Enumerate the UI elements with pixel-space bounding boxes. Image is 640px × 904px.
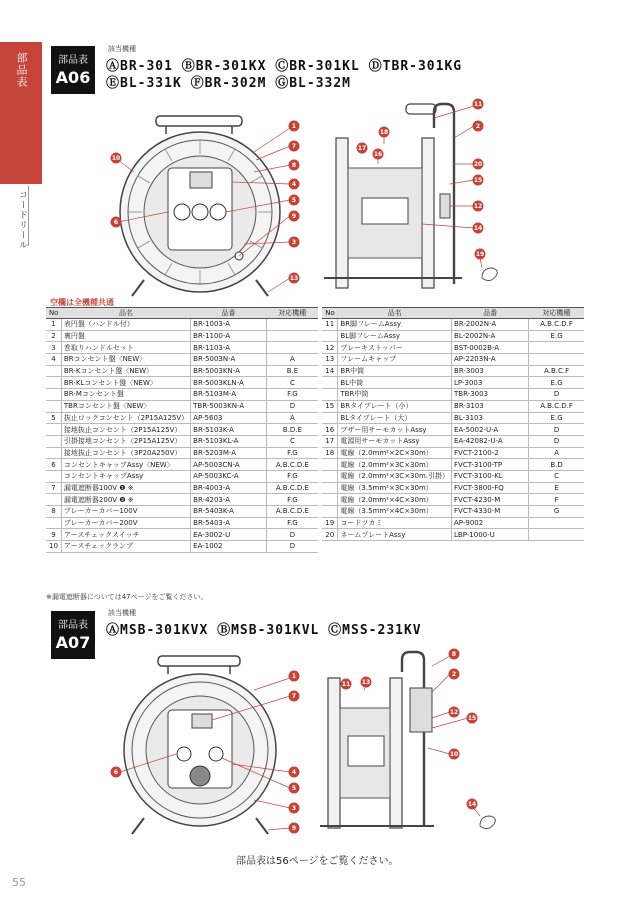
- table-row: [46, 330, 318, 342]
- side-tab-label: 部品表: [15, 52, 28, 88]
- callout-number: 20: [473, 161, 483, 169]
- table-row: [322, 424, 584, 436]
- col-part-header: 品番: [191, 308, 267, 319]
- cell-part: BR-5003KN-A: [191, 365, 267, 377]
- a06-label-code: A06: [55, 68, 91, 87]
- cell-part: FVCT-2100-2: [452, 447, 529, 459]
- a06-label-top: 部品表: [58, 55, 88, 66]
- cell-model: A: [266, 354, 318, 366]
- cell-part: BR-1103-A: [191, 342, 267, 354]
- cell-no: 9: [46, 529, 61, 541]
- cell-part: BR-4003-A: [191, 482, 267, 494]
- table-row: [46, 447, 318, 459]
- callout-number: 1: [291, 673, 297, 681]
- cell-model: D: [529, 424, 584, 436]
- cell-no: 17: [322, 435, 338, 447]
- cell-model: A.B.C.F: [529, 365, 584, 377]
- cell-part: BR-2002N-A: [452, 319, 529, 331]
- cell-name: TBR中筒: [338, 389, 452, 401]
- table-row: [46, 435, 318, 447]
- cell-part: LP-3003: [452, 377, 529, 389]
- cell-no: [322, 470, 338, 482]
- breaker-box: [410, 688, 432, 732]
- callout-number: 9: [291, 213, 297, 221]
- table-row: [46, 541, 318, 553]
- table-row: [46, 517, 318, 529]
- cell-model: [266, 342, 318, 354]
- a07-side-view-diagram: [318, 648, 518, 844]
- cell-name: 裏円盤: [61, 330, 190, 342]
- inner-parts: [348, 736, 384, 766]
- outlet: [177, 747, 191, 761]
- cell-part: BL-2002N-A: [452, 330, 529, 342]
- cell-name: 巻取りハンドルセット: [61, 342, 190, 354]
- table-row: [46, 494, 318, 506]
- table-row: [46, 377, 318, 389]
- callout-number: 3: [291, 805, 297, 813]
- cord-grip: [480, 816, 495, 829]
- a07-section-label: [51, 611, 95, 659]
- cell-part: AP-5003KC-A: [191, 470, 267, 482]
- callout-number: 17: [357, 145, 367, 153]
- cell-model: A.B.C.D.E: [266, 482, 318, 494]
- cell-name: 漏電遮断器200V ❷ ※: [61, 494, 190, 506]
- callout-number: 13: [289, 275, 299, 283]
- callout-number: 4: [291, 181, 297, 189]
- cell-part: BR-5403K-A: [191, 506, 267, 518]
- callout-number: 2: [451, 671, 457, 679]
- cell-part: AP-9002: [452, 517, 529, 529]
- callout-number: 11: [341, 681, 351, 689]
- table-row: [322, 447, 584, 459]
- cell-no: 16: [322, 424, 338, 436]
- a06-front-view-diagram: [104, 112, 314, 302]
- cell-no: 4: [46, 354, 61, 366]
- cell-model: A.B.C.D.E: [266, 459, 318, 471]
- cell-part: BR-5403-A: [191, 517, 267, 529]
- table-row: [46, 506, 318, 518]
- cell-no: [46, 400, 61, 412]
- cell-part: BR-5003KLN-A: [191, 377, 267, 389]
- cell-name: BL脚フレームAssy: [338, 330, 452, 342]
- table-row: [322, 459, 584, 471]
- cell-part: TBR-5003KN-A: [191, 400, 267, 412]
- cell-name: BRタイプレート（小）: [338, 400, 452, 412]
- cell-model: A.B.C.D.F: [529, 319, 584, 331]
- cell-no: 13: [322, 354, 338, 366]
- cell-model: [266, 319, 318, 331]
- table-row: [322, 482, 584, 494]
- table-row: [46, 365, 318, 377]
- callout-number: 5: [291, 785, 297, 793]
- cell-name: BRコンセント盤〈NEW〉: [61, 354, 190, 366]
- cell-name: 接地抜止コンセント（2P15A125V）: [61, 424, 190, 436]
- a06-side-view-diagram: [322, 98, 502, 302]
- cell-no: 5: [46, 412, 61, 424]
- cell-name: ブレーカーカバー100V: [61, 506, 190, 518]
- cell-name: BR-Mコンセント盤: [61, 389, 190, 401]
- cell-model: B.D.E: [266, 424, 318, 436]
- outlet: [209, 747, 223, 761]
- cell-model: [529, 354, 584, 366]
- table-row: [322, 470, 584, 482]
- cell-name: 電源用サーモカットAssy: [338, 435, 452, 447]
- cell-no: [322, 412, 338, 424]
- cell-part: BL-3103: [452, 412, 529, 424]
- callout-number: 8: [451, 651, 457, 659]
- callout-number: 4: [291, 769, 297, 777]
- col-name-header: 品名: [338, 308, 452, 319]
- outlet: [210, 204, 226, 220]
- col-no-header: No: [46, 308, 61, 319]
- table-row: [46, 470, 318, 482]
- cell-model: C: [266, 435, 318, 447]
- cell-part: FVCT-3800-FQ: [452, 482, 529, 494]
- table-header-row: [322, 308, 584, 319]
- table-row: [322, 517, 584, 529]
- cell-part: BR-3003: [452, 365, 529, 377]
- table-row: [46, 319, 318, 331]
- cell-no: 6: [46, 459, 61, 471]
- cell-name: 接地抜止コンセント（3P20A250V）: [61, 447, 190, 459]
- callout-number: 14: [467, 801, 477, 809]
- cell-no: [322, 459, 338, 471]
- cell-model: E.G: [529, 377, 584, 389]
- leg-frame: [402, 652, 424, 826]
- callout-number: 15: [473, 177, 483, 185]
- callout-number: 7: [291, 143, 297, 151]
- cell-part: AP-5003CN-A: [191, 459, 267, 471]
- cell-no: 18: [322, 447, 338, 459]
- cell-part: LBP-1000-U: [452, 529, 529, 541]
- table-row: [322, 494, 584, 506]
- cell-name: コンセントキャップAssy: [61, 470, 190, 482]
- cell-no: 12: [322, 342, 338, 354]
- table-row: [46, 529, 318, 541]
- cell-part: EA-3002-U: [191, 529, 267, 541]
- cell-part: BR-5103M-A: [191, 389, 267, 401]
- callout-number: 12: [449, 709, 459, 717]
- cell-model: B.D: [529, 459, 584, 471]
- reel-handle: [156, 116, 242, 126]
- cell-part: EA-1002: [191, 541, 267, 553]
- cell-no: [46, 494, 61, 506]
- cell-name: BR-KLコンセント盤〈NEW〉: [61, 377, 190, 389]
- cell-part: BR-4203-A: [191, 494, 267, 506]
- cell-model: G: [529, 506, 584, 518]
- cell-part: BR-1003-A: [191, 319, 267, 331]
- a07-applicable-label: 該当機種: [108, 609, 136, 617]
- cell-name: ブレーカーカバー200V: [61, 517, 190, 529]
- cell-part: BR-5003N-A: [191, 354, 267, 366]
- cell-model: A: [266, 412, 318, 424]
- cell-part: TBR-3003: [452, 389, 529, 401]
- a06-models-line1: ⒶBR-301 ⒷBR-301KX ⒸBR-301KL ⒹTBR-301KG: [106, 59, 463, 74]
- cell-model: E.G: [529, 330, 584, 342]
- table-row: [322, 435, 584, 447]
- cell-model: F.G: [266, 494, 318, 506]
- cell-name: ネームプレートAssy: [338, 529, 452, 541]
- cell-no: 7: [46, 482, 61, 494]
- outlet: [174, 204, 190, 220]
- cell-no: [322, 389, 338, 401]
- cell-model: [529, 529, 584, 541]
- cell-model: D: [266, 541, 318, 553]
- table-row: [46, 354, 318, 366]
- callout-number: 1: [291, 123, 297, 131]
- table-row: [322, 400, 584, 412]
- parts-table-left: [46, 307, 318, 553]
- cell-name: BR-Kコンセント盤〈NEW〉: [61, 365, 190, 377]
- callout-number: 9: [291, 825, 297, 833]
- callout-number: 11: [473, 101, 483, 109]
- table-header-row: [46, 308, 318, 319]
- callout-number: 15: [467, 715, 477, 723]
- cell-name: アースチェックランプ: [61, 541, 190, 553]
- a07-models-line: ⒶMSB-301KVX ⒷMSB-301KVL ⒸMSS-231KV: [106, 623, 422, 638]
- cell-model: A.B.C.D.F: [529, 400, 584, 412]
- cell-part: FVCT-3100-TP: [452, 459, 529, 471]
- cell-name: フレームキャップ: [338, 354, 452, 366]
- a06-applicable-label: 該当機種: [108, 45, 136, 53]
- cell-no: 20: [322, 529, 338, 541]
- callout-number: 12: [473, 203, 483, 211]
- cell-model: [529, 342, 584, 354]
- table-row: [322, 354, 584, 366]
- table-row: [46, 389, 318, 401]
- table-row: [46, 412, 318, 424]
- callout-number: 14: [473, 225, 483, 233]
- cell-no: [46, 447, 61, 459]
- cell-no: [46, 424, 61, 436]
- cell-no: [46, 377, 61, 389]
- callout-number: 6: [113, 219, 119, 227]
- table-row: [322, 529, 584, 541]
- cell-name: 電線（2.0mm²×3C×30m.引掛）: [338, 470, 452, 482]
- a06-section-label: [51, 46, 95, 94]
- cell-name: 抜止ロックコンセント（2P15A125V）: [61, 412, 190, 424]
- cell-no: [322, 506, 338, 518]
- cell-model: [266, 330, 318, 342]
- callout-number: 3: [291, 239, 297, 247]
- cell-name: 電線（2.0mm²×4C×30m）: [338, 494, 452, 506]
- cell-name: BL中筒: [338, 377, 452, 389]
- cell-name: アースチェックスイッチ: [61, 529, 190, 541]
- table-row: [46, 459, 318, 471]
- cell-no: 10: [46, 541, 61, 553]
- rear-disc-side: [390, 678, 402, 828]
- cell-no: 19: [322, 517, 338, 529]
- table-row: [322, 365, 584, 377]
- cell-no: [322, 330, 338, 342]
- cell-no: 14: [322, 365, 338, 377]
- callout-number: 8: [291, 162, 297, 170]
- cell-name: TBRコンセント盤〈NEW〉: [61, 400, 190, 412]
- cell-name: 表円盤（ハンドル付）: [61, 319, 190, 331]
- cell-part: EA-5002-U-A: [452, 424, 529, 436]
- cell-name: BR中筒: [338, 365, 452, 377]
- reel-handle: [158, 656, 240, 666]
- col-model-header: 対応機種: [266, 308, 318, 319]
- cell-part: BR-1100-A: [191, 330, 267, 342]
- table-row: [46, 342, 318, 354]
- a07-front-view-diagram: [104, 650, 314, 842]
- table-row: [322, 389, 584, 401]
- callout-number: 6: [113, 769, 119, 777]
- cell-model: [529, 517, 584, 529]
- table-row: [322, 506, 584, 518]
- cell-model: D: [529, 389, 584, 401]
- col-part-header: 品番: [452, 308, 529, 319]
- cell-name: BLタイプレート（大）: [338, 412, 452, 424]
- cell-part: AP-5603: [191, 412, 267, 424]
- cell-model: F.G: [266, 389, 318, 401]
- callout-number: 10: [449, 751, 459, 759]
- cell-name: 電線（2.0mm²×3C×30m）: [338, 459, 452, 471]
- cell-model: F.G: [266, 447, 318, 459]
- a06-models-line2: ⒺBL-331K ⒻBR-302M ⒼBL-332M: [106, 76, 352, 91]
- cell-model: D: [266, 400, 318, 412]
- cell-name: 電線（3.5mm²×4C×30m）: [338, 506, 452, 518]
- cell-no: [46, 470, 61, 482]
- cell-name: 引掛接地コンセント（2P15A125V）: [61, 435, 190, 447]
- table-row: [322, 412, 584, 424]
- breaker: [190, 172, 212, 188]
- cell-no: [46, 435, 61, 447]
- front-disc-side: [336, 138, 348, 288]
- cell-no: 3: [46, 342, 61, 354]
- cell-no: [322, 377, 338, 389]
- callout-number: 5: [291, 197, 297, 205]
- cell-model: C: [266, 377, 318, 389]
- cell-name: コンセントキャップAssy〈NEW〉: [61, 459, 190, 471]
- cell-no: 1: [46, 319, 61, 331]
- table-row: [322, 319, 584, 331]
- cell-model: F.G: [266, 470, 318, 482]
- col-name-header: 品名: [61, 308, 190, 319]
- inner-parts: [362, 198, 408, 224]
- cell-model: B.E: [266, 365, 318, 377]
- cell-name: ブザー用サーモカットAssy: [338, 424, 452, 436]
- cell-name: BR脚フレームAssy: [338, 319, 452, 331]
- cell-part: AP-2203N-A: [452, 354, 529, 366]
- cell-no: 15: [322, 400, 338, 412]
- cell-part: BR-5103K-A: [191, 424, 267, 436]
- cell-model: D: [529, 435, 584, 447]
- rear-disc-side: [422, 138, 434, 288]
- callout-number: 2: [475, 123, 481, 131]
- cell-model: E: [529, 482, 584, 494]
- cell-part: BR-5203M-A: [191, 447, 267, 459]
- cell-model: D: [266, 529, 318, 541]
- table-row: [322, 330, 584, 342]
- cell-name: コードツカミ: [338, 517, 452, 529]
- cell-no: [322, 494, 338, 506]
- page-number: 55: [12, 876, 26, 889]
- cell-part: EA-42082-U-A: [452, 435, 529, 447]
- table-row: [322, 377, 584, 389]
- cell-no: 11: [322, 319, 338, 331]
- cell-part: BR-3103: [452, 400, 529, 412]
- cell-name: 電線（2.0mm²×2C×30m）: [338, 447, 452, 459]
- cell-name: 電線（3.5mm²×3C×30m）: [338, 482, 452, 494]
- cell-model: F: [529, 494, 584, 506]
- cell-name: 漏電遮断器100V ❶ ※: [61, 482, 190, 494]
- callout-number: 13: [361, 679, 371, 687]
- cell-model: C: [529, 470, 584, 482]
- callout-number: 7: [291, 693, 297, 701]
- callout-number: 16: [373, 151, 383, 159]
- cell-part: FVCT-4230-M: [452, 494, 529, 506]
- breaker: [192, 714, 212, 728]
- callout-number: 19: [475, 251, 485, 259]
- footnote: ※漏電遮断器については47ページをご覧ください。: [46, 593, 208, 601]
- cell-no: [322, 482, 338, 494]
- front-disc-side: [328, 678, 340, 828]
- a07-label-top: 部品表: [58, 620, 88, 631]
- col-no-header: No: [322, 308, 338, 319]
- cell-part: FVCT-3100-KL: [452, 470, 529, 482]
- cell-model: A.B.C.D.E: [266, 506, 318, 518]
- cell-no: 8: [46, 506, 61, 518]
- outlet: [192, 204, 208, 220]
- a07-label-code: A07: [55, 633, 91, 652]
- cord-grip: [482, 268, 497, 281]
- table-row: [46, 400, 318, 412]
- col-model-header: 対応機種: [529, 308, 584, 319]
- cell-part: BST-0002B-A: [452, 342, 529, 354]
- parts-table-right: [322, 307, 584, 541]
- cell-no: [46, 365, 61, 377]
- table-row: [322, 342, 584, 354]
- cell-model: A: [529, 447, 584, 459]
- cell-name: ブレーキストッパー: [338, 342, 452, 354]
- blank-note: 空欄は全機種共通: [50, 298, 114, 307]
- callout-number: 10: [111, 155, 121, 163]
- table-row: [46, 424, 318, 436]
- footer-note: 部品表は56ページをご覧ください。: [236, 856, 399, 867]
- cell-part: FVCT-4330-M: [452, 506, 529, 518]
- table-row: [46, 482, 318, 494]
- callout-number: 18: [379, 129, 389, 137]
- cell-no: [46, 389, 61, 401]
- side-tab-sublabel: コードリール: [17, 190, 27, 250]
- cell-no: 2: [46, 330, 61, 342]
- cell-model: E.G: [529, 412, 584, 424]
- cell-no: [46, 517, 61, 529]
- cell-model: F.G: [266, 517, 318, 529]
- meter: [190, 766, 210, 786]
- cell-part: BR-5103KL-A: [191, 435, 267, 447]
